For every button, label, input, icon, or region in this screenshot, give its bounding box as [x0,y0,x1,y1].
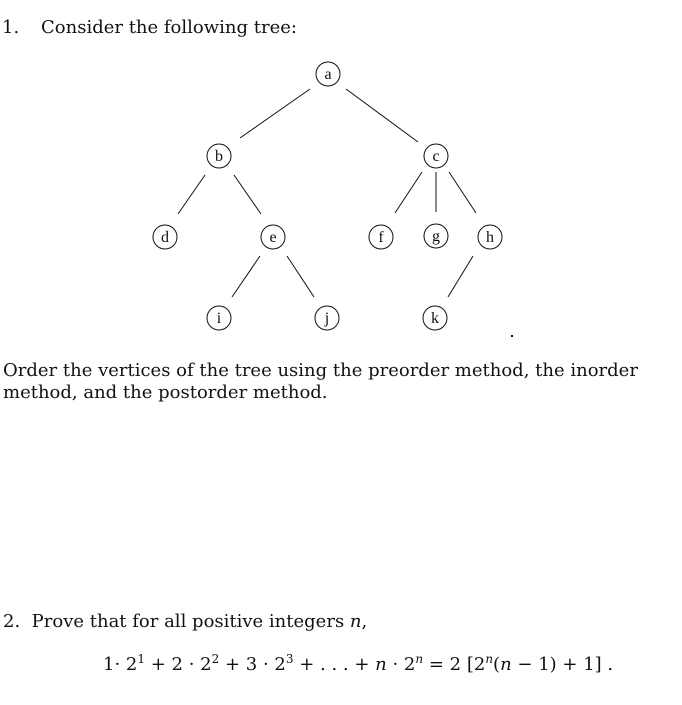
formula-exp-1: 1 [137,652,145,666]
formula-term-n: · 2 [386,654,416,675]
formula-paren: ( [493,654,501,675]
formula-ellipsis: + . . . + [293,654,376,675]
node-a [316,62,340,86]
edge-a-b [240,89,310,138]
edge-b-e [234,175,261,214]
question-1-instruction: Order the vertices of the tree using the preorder method, the inorder method, and the postorder method. [3,360,638,403]
formula-var-n-2: n [500,654,512,675]
node-b [207,144,231,168]
node-c-label: c [432,148,440,165]
edge-e-j [287,256,314,297]
node-c [424,144,448,168]
node-a-label: a [324,66,332,83]
question-1-prompt: Consider the following tree: [41,17,297,38]
formula-term-2: + 2 · 2 [145,654,212,675]
node-g-label: g [432,228,440,245]
formula-tail: − 1) + 1] . [511,654,614,675]
question-2-punct: , [361,611,368,632]
node-f [369,225,393,249]
node-i-label: i [216,310,222,327]
question-2-prompt [3,611,367,632]
question-2-text: Prove that for all positive integers [31,611,350,632]
node-j-label: j [324,310,330,327]
question-2-variable: n [349,611,362,632]
formula-var-n-1: n [375,654,387,675]
node-b-label: b [215,148,223,165]
formula-exp-n-2: n [485,652,494,666]
formula-exp-3: 3 [285,652,294,666]
node-e-label: e [269,229,277,246]
node-h [478,225,502,249]
tree-diagram [0,0,682,345]
formula-term-1: 1· 2 [103,654,138,675]
question-2-number: 2. [3,611,21,632]
edge-h-k [448,256,473,297]
node-e [261,225,285,249]
question-1-number: 1. [2,17,20,38]
edge-e-i [232,256,260,297]
node-k-label: k [431,310,439,327]
formula-exp-n-1: n [415,652,424,666]
edge-c-h [449,172,476,213]
node-i [207,306,231,330]
node-d [153,225,177,249]
stray-dot [511,335,513,337]
node-d-label: d [161,229,169,246]
node-k [423,306,447,330]
formula-exp-2: 2 [211,652,220,666]
node-h-label: h [486,229,494,246]
edge-c-f [395,172,422,213]
formula-term-3: + 3 · 2 [219,654,286,675]
node-f-label: f [378,229,384,246]
node-j [315,306,339,330]
formula-equals: = 2 [2 [423,654,486,675]
edge-a-c [346,89,418,142]
sum-formula [103,654,613,675]
node-g [424,224,448,248]
edge-b-d [178,175,205,214]
